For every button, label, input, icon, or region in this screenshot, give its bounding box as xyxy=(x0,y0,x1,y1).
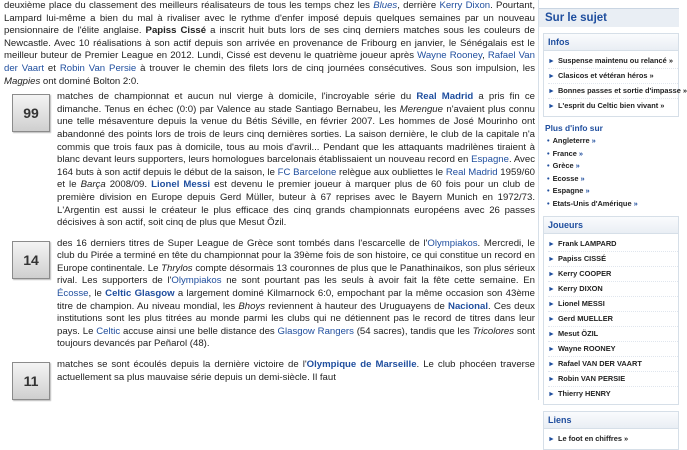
liens-item[interactable]: ► Le foot en chiffres » xyxy=(548,434,629,443)
arrow-right-icon: ► xyxy=(548,58,555,65)
arrow-right-icon: ► xyxy=(548,391,555,398)
link-van-der-vaart[interactable]: Rafael Van der Vaart xyxy=(4,50,535,74)
stat-section-14 xyxy=(4,238,535,351)
country-link[interactable]: • Etats-Unis d'Amérique » xyxy=(547,198,638,208)
bullet-icon: • xyxy=(547,173,550,183)
text: et xyxy=(44,62,60,74)
player-link[interactable]: ► Frank LAMPARD xyxy=(548,237,678,252)
intro-paragraph xyxy=(4,0,535,88)
link-olympiakos[interactable]: Olympiakos xyxy=(427,237,478,249)
infos-item[interactable]: ► Clasicos et vétéran héros » xyxy=(548,69,678,84)
infos-list xyxy=(544,51,687,116)
infos-item[interactable]: ► L'esprit du Celtic bien vivant » xyxy=(548,101,665,110)
sidebar-title: Sur le sujet xyxy=(539,8,679,27)
infos-item[interactable]: ► Suspense maintenu ou relancé » xyxy=(548,54,678,69)
text: à trouver le chemin des filets lors de cinq journées consécutives. Sous son impulsion, les xyxy=(136,62,535,74)
link-kerry-dixon[interactable]: Kerry Dixon xyxy=(439,0,491,11)
text: ont dominé Bolton 2:0. xyxy=(40,75,139,87)
link-lionel-messi[interactable]: Lionel Messi xyxy=(151,179,211,191)
arrow-right-icon: ► xyxy=(548,301,555,308)
link-espagne[interactable]: Espagne xyxy=(471,154,509,166)
arrow-right-icon: ► xyxy=(548,316,555,323)
player-link[interactable]: ► Robin VAN PERSIE xyxy=(548,372,678,387)
player-link[interactable]: ► Wayne ROONEY xyxy=(548,342,678,357)
link-wayne-rooney[interactable]: Wayne Rooney xyxy=(417,50,483,62)
player-link[interactable]: ► Rafael VAN DER VAART xyxy=(548,357,678,372)
joueurs-list xyxy=(544,234,678,404)
link-blues[interactable]: Blues xyxy=(373,0,398,11)
link-celtic[interactable]: Celtic xyxy=(96,325,121,337)
joueurs-heading: Joueurs xyxy=(544,217,678,234)
arrow-right-icon: ► xyxy=(548,376,555,383)
arrow-right-icon: ► xyxy=(548,73,555,80)
country-link[interactable]: • Espagne » xyxy=(547,186,590,195)
infos-heading: Infos xyxy=(544,34,678,51)
arrow-right-icon: ► xyxy=(548,241,555,248)
magpies-italic: Magpies xyxy=(4,75,41,87)
country-link[interactable]: • France » xyxy=(547,148,584,158)
player-link[interactable]: ► Mesut ÖZIL xyxy=(548,327,678,342)
player-link[interactable]: ► Lionel MESSI xyxy=(548,297,678,312)
sidebar xyxy=(538,0,687,443)
text: . Pourtant, Lampard lui-même a bien du mal à rivaliser avec le rythme d'enfer imposé depuis quelques semaines par un nouveau pensionnaire de l'élite anglaise. xyxy=(4,0,535,37)
link-olympiakos-2[interactable]: Olympiakos xyxy=(171,275,222,287)
section-paragraph: des 16 derniers titres de Super League de Grèce sont tombés dans l'escarcelle de l'Olympiakos. Mercredi, le club du Pirée a terminé en tête du championnat pour la 39ème fois de son histoire, ce qui constitue un record en Europe continentale. Le Thrylos compte désormais 13 couronnes de plus que le Panathinaikos, son plus sérieux rival. Les supporters de l'Olympiakos ne sont pourtant pas les seuls à avoir fait la fête cette semaine. En Écosse, le Celtic Glasgow a largement dominé Kilmarnock 6:0, empochant par la même occasion son 43ème titre de champion. Au niveau mondial, les Bhoys reviennent à hauteur des Uruguayens de Nacional. Ces deux institutions sont les plus titrées au monde parmi les clubs qui ne détiennent pas le record de titres dans leur pays. Le Celtic accuse ainsi une belle distance des Glasgow Rangers (54 sacres), tandis que les Tricolores sont toujours devancés par Peñarol (48). xyxy=(57,237,536,350)
text: a inscrit huit buts lors de ses cinq derniers matches sous les couleurs de Newcastle. Avec 10 réalisations à son actif depuis son arrivée en provenance de Fribourg en janvier, le Sénégalais est le meilleur buteur de Premier League en 2012. Lundi, Cissé est devenu le quatrième joueur après xyxy=(4,25,535,62)
text: , xyxy=(482,50,488,62)
liens-box xyxy=(543,411,679,450)
arrow-right-icon: ► xyxy=(548,256,555,263)
stat-badge: 99 xyxy=(12,94,50,132)
text: , derrière xyxy=(397,0,440,11)
bullet-icon: • xyxy=(547,198,550,208)
player-link[interactable]: ► Thierry HENRY xyxy=(548,389,611,398)
section-paragraph: matches se sont écoulés depuis la dernière victoire de l'Olympique de Marseille. Le club phocéen traverse actuellement sa plus mauvaise série depuis un demi-siècle. Il faut xyxy=(57,359,535,383)
arrow-right-icon: ► xyxy=(548,88,555,95)
infos-item[interactable]: ► Bonnes passes et sortie d'impasse » xyxy=(548,84,678,99)
player-link[interactable]: ► Papiss CISSÉ xyxy=(548,252,678,267)
link-fc-barcelone[interactable]: FC Barcelone xyxy=(277,166,337,178)
player-name: Papiss Cissé xyxy=(145,25,207,37)
link-real-madrid-2[interactable]: Real Madrid xyxy=(445,166,498,178)
stat-section-99 xyxy=(4,91,535,230)
plus-info-heading: Plus d'info sur xyxy=(545,123,603,133)
bullet-icon: • xyxy=(547,186,550,195)
link-olympique-de-marseille[interactable]: Olympique de Marseille xyxy=(306,359,417,371)
link-ecosse[interactable]: Écosse xyxy=(57,288,89,300)
arrow-right-icon: ► xyxy=(548,103,555,110)
link-celtic-glasgow[interactable]: Celtic Glasgow xyxy=(105,288,175,300)
link-nacional[interactable]: Nacional xyxy=(448,300,489,312)
link-van-persie[interactable]: Robin Van Persie xyxy=(59,62,137,74)
arrow-right-icon: ► xyxy=(548,286,555,293)
player-link[interactable]: ► Gerd MUELLER xyxy=(548,312,678,327)
arrow-right-icon: ► xyxy=(548,331,555,338)
stat-section-11 xyxy=(4,359,535,390)
section-paragraph: matches de championnat et aucun nul vierge à domicile, l'incroyable série du Real Madrid a pris fin ce dimanche. Tenus en échec (0:0) par Valence au stade Santiago Bernabeu, les Merengue n'avaient plus connu une telle mésaventure depuis la venue du Bétis Séville, en février 2007. Les hommes de José Mourinho ont abandonné des points lors de trois de leurs cinq dernières sorties. La saison dernière, le club de la capitale n'a commis que trois faux pas à domicile, tous au mois d'avril... Pendant que les attaquants madrilènes tiraient à blanc devant leurs supporters, leurs homologues barcelonais établissaient un nouveau record en Espagne. Avec 164 buts à son actif depuis le début de la saison, le FC Barcelone relègue aux oubliettes le Real Madrid 1959/60 et le Barça 2008/09. Lionel Messi est devenu le premier joueur à marquer plus de 60 fois pour un club de première division en Europe depuis Gerd Müller, buteur à 67 reprises avec le Bayern Munich en 1972/73. L'Argentin est aussi le créateur le plus efficace des cinq grands championnats européens avec 26 passes décisives à son actif, soit cinq de plus que Mesut Özil. xyxy=(57,91,536,229)
arrow-right-icon: ► xyxy=(548,271,555,278)
countries-box xyxy=(539,135,679,210)
stat-badge: 14 xyxy=(12,241,50,279)
liens-list xyxy=(544,429,678,449)
text: deuxième place du classement des meilleurs réalisateurs de tous les temps chez les xyxy=(4,0,374,11)
arrow-right-icon: ► xyxy=(548,361,555,368)
bullet-icon: • xyxy=(547,161,550,170)
arrow-right-icon: ► xyxy=(548,436,555,443)
bullet-icon: • xyxy=(547,136,550,145)
link-glasgow-rangers[interactable]: Glasgow Rangers xyxy=(277,325,354,337)
link-real-madrid[interactable]: Real Madrid xyxy=(416,91,474,103)
country-link[interactable]: • Ecosse » xyxy=(547,173,585,183)
country-link[interactable]: • Grèce » xyxy=(547,161,580,170)
bullet-icon: • xyxy=(547,148,550,158)
player-link[interactable]: ► Kerry COOPER xyxy=(548,267,678,282)
joueurs-box xyxy=(543,216,679,405)
country-link[interactable]: • Angleterre » xyxy=(547,136,596,145)
arrow-right-icon: ► xyxy=(548,346,555,353)
stat-badge: 11 xyxy=(12,362,50,400)
infos-box xyxy=(543,33,687,117)
player-link[interactable]: ► Kerry DIXON xyxy=(548,282,678,297)
liens-heading: Liens xyxy=(544,412,678,429)
